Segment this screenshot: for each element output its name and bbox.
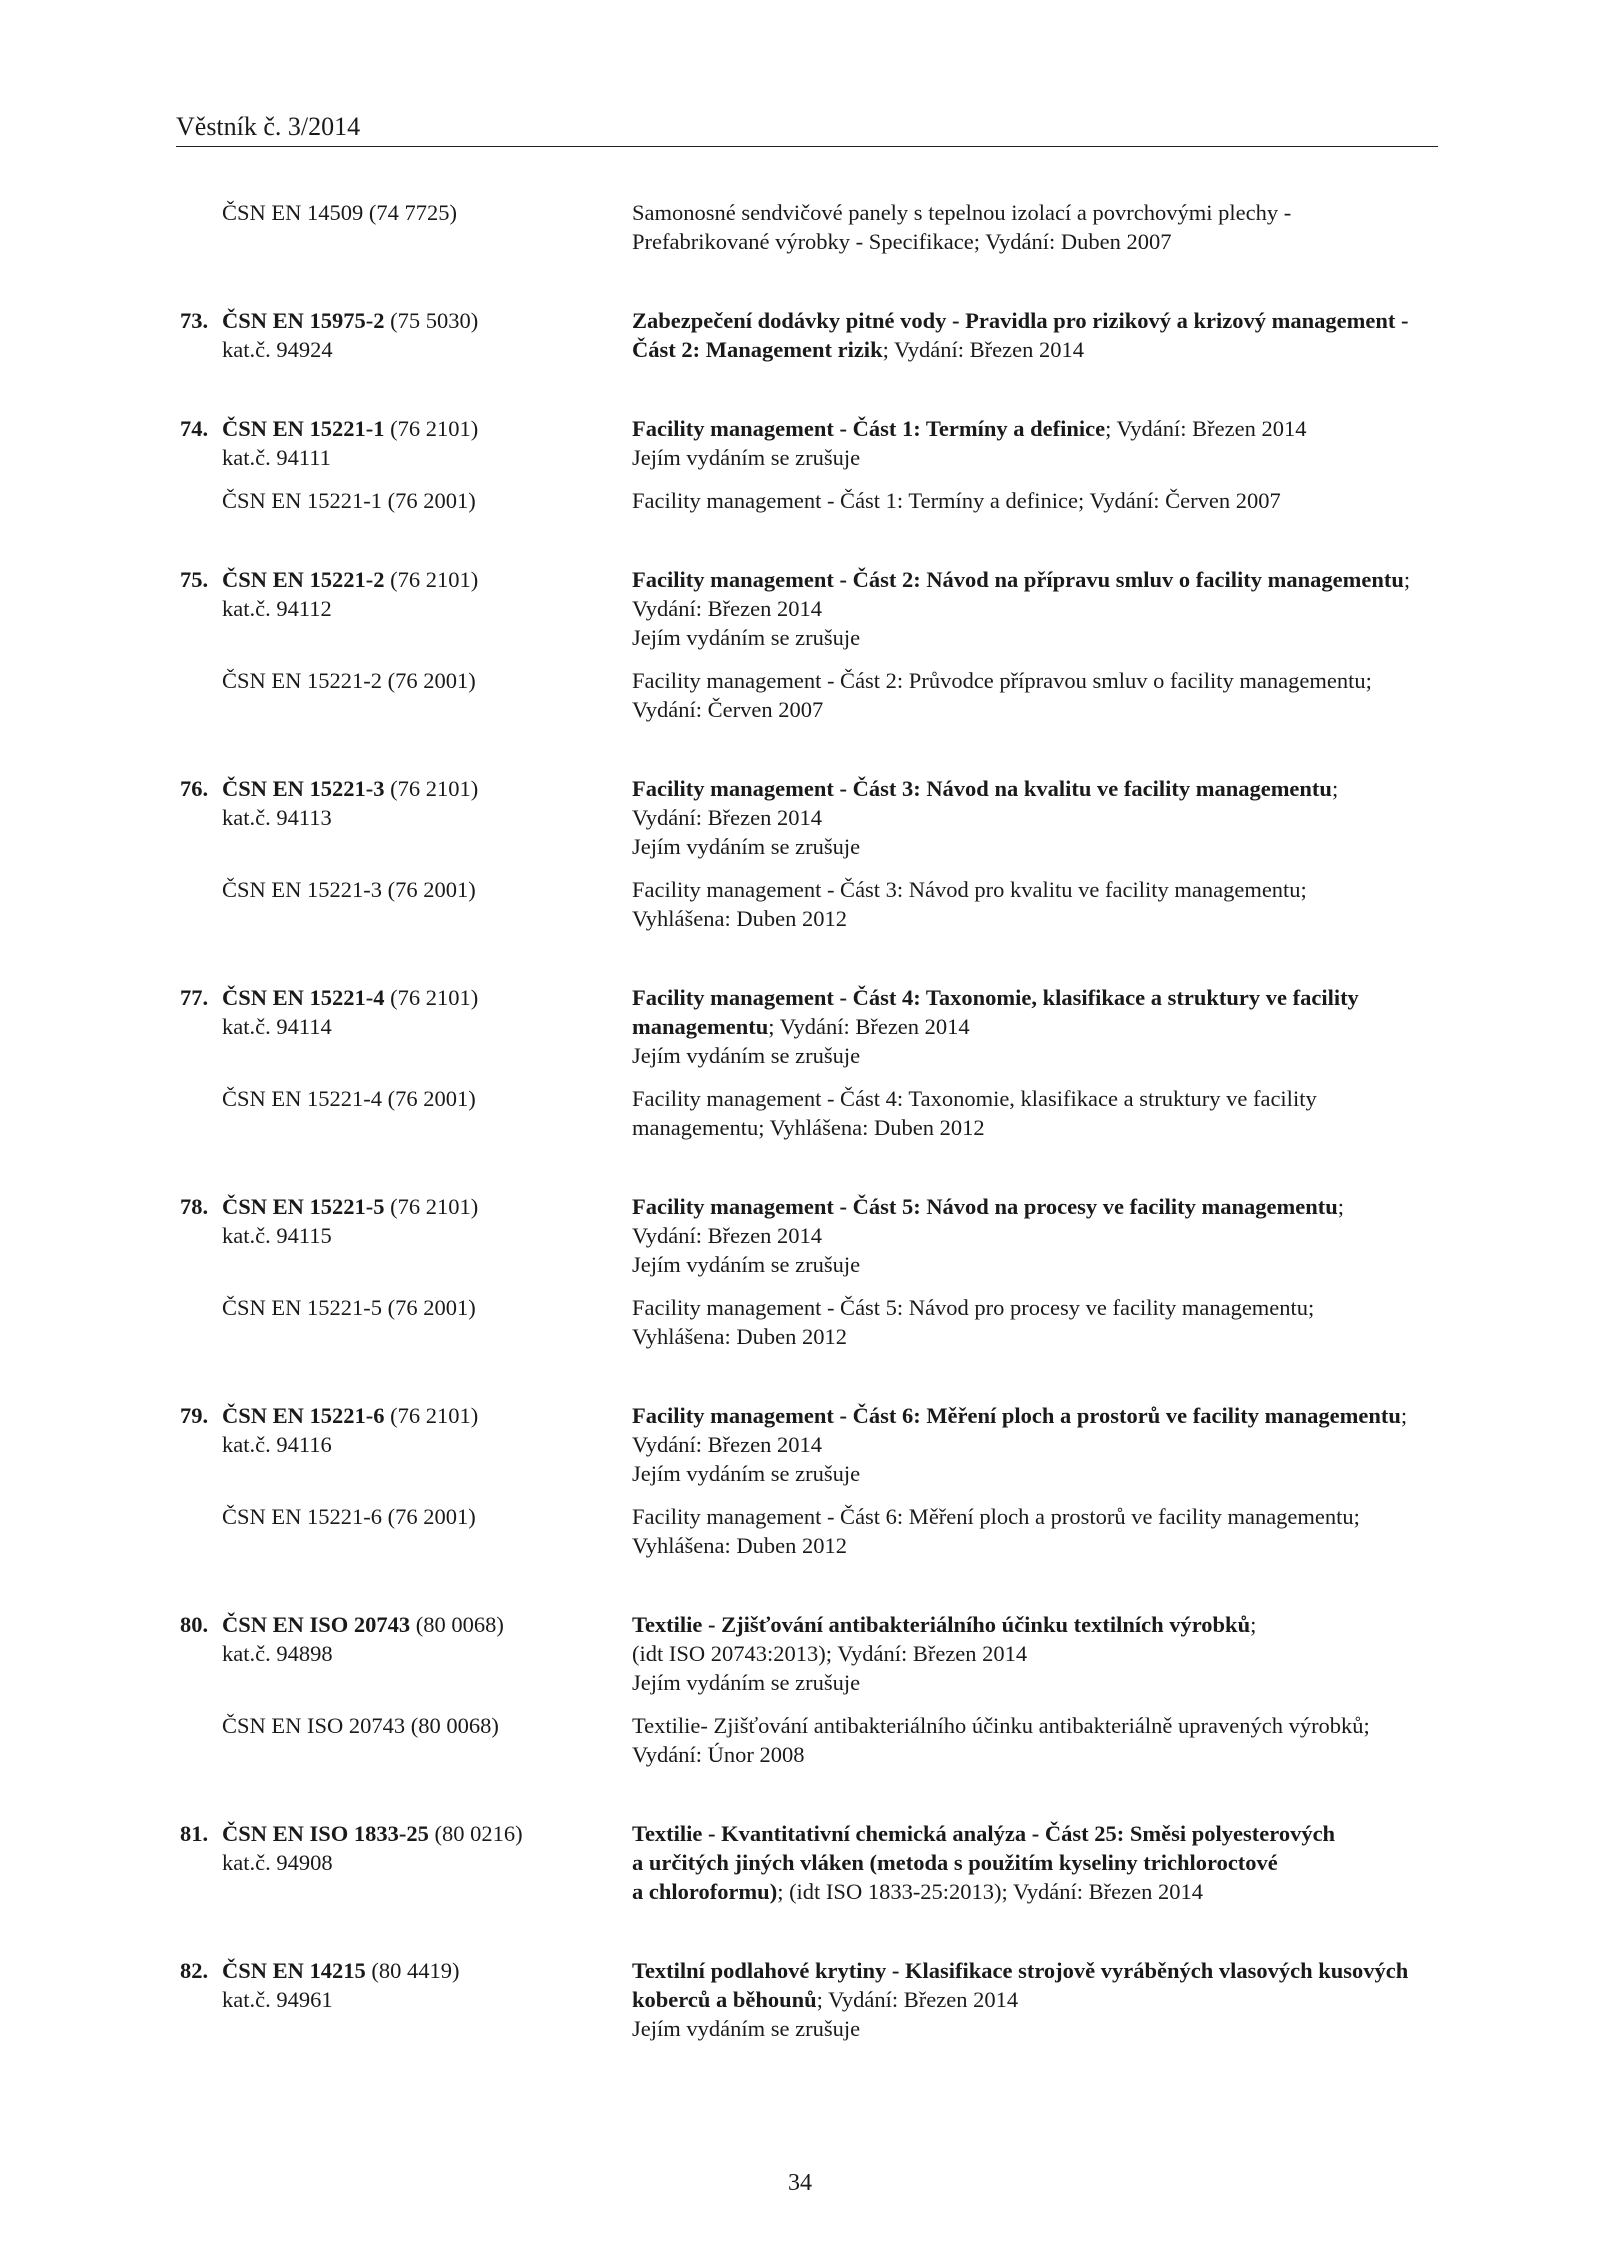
catalog-number: kat.č. 94111 bbox=[222, 445, 331, 470]
new-standard-row bbox=[0, 1401, 1600, 1488]
note-line: Jejím vydáním se zrušuje bbox=[632, 1461, 861, 1486]
catalog-number: kat.č. 94961 bbox=[222, 1987, 333, 2012]
catalog-number: kat.č. 94115 bbox=[222, 1223, 332, 1248]
new-standard-row bbox=[0, 1956, 1600, 2043]
title-line bbox=[632, 1012, 1482, 1041]
standard-class-number: (76 2101) bbox=[390, 416, 479, 441]
standard-code-line bbox=[180, 414, 632, 443]
standard-code-cell bbox=[0, 414, 632, 472]
new-standard-row bbox=[0, 983, 1600, 1070]
standard-code-cell bbox=[0, 983, 632, 1041]
title-line bbox=[632, 1877, 1482, 1906]
standard-class-number: (76 2101) bbox=[390, 776, 479, 801]
title-line bbox=[632, 1956, 1482, 1985]
description-line: Facility management - Část 2: Průvodce přípravou smluv o facility managementu; bbox=[632, 668, 1372, 693]
standard-entry bbox=[0, 774, 1600, 933]
standard-title-cell bbox=[632, 1610, 1482, 1697]
description-line: Facility management - Část 3: Návod pro kvalitu ve facility managementu; bbox=[632, 877, 1307, 902]
title-line bbox=[632, 335, 1482, 364]
standard-class-number: (75 5030) bbox=[390, 308, 479, 333]
entry-number: 74. bbox=[180, 416, 209, 441]
standard-title: Facility management - Část 1: Termíny a definice bbox=[632, 416, 1106, 441]
page-number: 34 bbox=[788, 2170, 812, 2196]
standard-code: ČSN EN ISO 1833-25 bbox=[222, 1821, 429, 1846]
issue-info: ; (idt ISO 1833-25:2013); Vydání: Březen 2014 bbox=[777, 1879, 1203, 1904]
issue-info: ; bbox=[1403, 567, 1411, 592]
entry-number: 79. bbox=[180, 1403, 209, 1428]
standard-code: ČSN EN 15975-2 bbox=[222, 308, 385, 333]
standard-code-cell bbox=[0, 1956, 632, 2014]
replaced-standard-description bbox=[632, 1293, 1482, 1351]
standard-entry bbox=[0, 565, 1600, 724]
note-line: Vydání: Březen 2014 bbox=[632, 1223, 822, 1248]
note-line: Vydání: Březen 2014 bbox=[632, 805, 822, 830]
title-line bbox=[632, 1848, 1482, 1877]
description-line: Vydání: Únor 2008 bbox=[632, 1742, 805, 1767]
replaced-standard-row bbox=[0, 1502, 1600, 1560]
replaced-standard-code: ČSN EN 14509 (74 7725) bbox=[222, 200, 457, 225]
standard-title: Facility management - Část 5: Návod na procesy ve facility managementu bbox=[632, 1194, 1338, 1219]
replaced-standard-code: ČSN EN 15221-5 (76 2001) bbox=[222, 1295, 476, 1320]
replaced-standard-description bbox=[632, 1502, 1482, 1560]
note-line: (idt ISO 20743:2013); Vydání: Březen 2014 bbox=[632, 1641, 1028, 1666]
issue-info: ; bbox=[1400, 1403, 1408, 1428]
standard-class-number: (80 4419) bbox=[371, 1958, 460, 1983]
description-line: Vydání: Červen 2007 bbox=[632, 697, 824, 722]
replaced-standard-description bbox=[632, 1084, 1482, 1142]
replaced-standard-description bbox=[632, 666, 1482, 724]
standard-entry bbox=[0, 1819, 1600, 1906]
note-line: Jejím vydáním se zrušuje bbox=[632, 1252, 861, 1277]
title-line bbox=[632, 983, 1482, 1012]
standard-entry bbox=[0, 198, 1600, 256]
issue-info: ; Vydání: Březen 2014 bbox=[816, 1987, 1019, 2012]
standard-entry bbox=[0, 414, 1600, 515]
replaced-standard-row bbox=[0, 198, 1600, 256]
entry-number: 82. bbox=[180, 1958, 209, 1983]
standard-code-cell bbox=[0, 774, 632, 832]
entry-number: 77. bbox=[180, 985, 209, 1010]
description-line: Facility management - Část 6: Měření ploch a prostorů ve facility managementu; bbox=[632, 1504, 1360, 1529]
standard-class-number: (80 0216) bbox=[434, 1821, 523, 1846]
replaced-standard-row bbox=[0, 486, 1600, 515]
replaced-standard-row bbox=[0, 1293, 1600, 1351]
standard-title: Facility management - Část 4: Taxonomie, klasifikace a struktury ve facility bbox=[632, 985, 1359, 1010]
catalog-number: kat.č. 94114 bbox=[222, 1014, 332, 1039]
standard-code-cell bbox=[0, 1610, 632, 1668]
standard-code-line bbox=[180, 1192, 632, 1221]
standard-class-number: (80 0068) bbox=[415, 1612, 504, 1637]
description-line: Facility management - Část 4: Taxonomie, klasifikace a struktury ve facility bbox=[632, 1086, 1317, 1111]
replaced-standard-description bbox=[632, 1711, 1482, 1769]
standard-entry bbox=[0, 1956, 1600, 2043]
catalog-number: kat.č. 94116 bbox=[222, 1432, 332, 1457]
entry-number: 78. bbox=[180, 1194, 209, 1219]
standard-code-cell bbox=[0, 306, 632, 364]
standard-title: Textilie - Zjišťování antibakteriálního účinku textilních výrobků bbox=[632, 1612, 1251, 1637]
new-standard-row bbox=[0, 414, 1600, 472]
note-line: Vydání: Březen 2014 bbox=[632, 596, 822, 621]
replaced-standard-description bbox=[632, 875, 1482, 933]
note-line: Jejím vydáním se zrušuje bbox=[632, 1043, 861, 1068]
standard-code: ČSN EN 15221-2 bbox=[222, 567, 385, 592]
description-line: Textilie- Zjišťování antibakteriálního účinku antibakteriálně upravených výrobků; bbox=[632, 1713, 1370, 1738]
standard-entry bbox=[0, 1401, 1600, 1560]
replaced-standard-code: ČSN EN 15221-6 (76 2001) bbox=[222, 1504, 476, 1529]
standard-class-number: (76 2101) bbox=[390, 1194, 479, 1219]
title-line bbox=[632, 774, 1482, 803]
standard-title: a chloroformu) bbox=[632, 1879, 778, 1904]
description-line: Facility management - Část 5: Návod pro procesy ve facility managementu; bbox=[632, 1295, 1315, 1320]
title-line bbox=[632, 1401, 1482, 1430]
standard-title: Textilie - Kvantitativní chemická analýza - Část 25: Směsi polyesterových bbox=[632, 1821, 1336, 1846]
standard-title-cell bbox=[632, 1401, 1482, 1488]
new-standard-row bbox=[0, 565, 1600, 652]
note-line: Jejím vydáním se zrušuje bbox=[632, 2016, 861, 2041]
title-line bbox=[632, 1192, 1482, 1221]
standard-entry bbox=[0, 306, 1600, 364]
standard-code-line bbox=[180, 1819, 632, 1848]
standards-list bbox=[0, 198, 1600, 2093]
title-line bbox=[632, 1819, 1482, 1848]
standard-title-cell bbox=[632, 414, 1482, 472]
standard-code-line bbox=[180, 1610, 632, 1639]
note-line: Vydání: Březen 2014 bbox=[632, 1432, 822, 1457]
standard-title: Textilní podlahové krytiny - Klasifikace strojově vyráběných vlasových kusových bbox=[632, 1958, 1409, 1983]
entry-number: 81. bbox=[180, 1821, 209, 1846]
issue-info: ; Vydání: Březen 2014 bbox=[1105, 416, 1307, 441]
standard-code-line bbox=[180, 983, 632, 1012]
standard-code-cell bbox=[0, 1401, 632, 1459]
standard-title-cell bbox=[632, 1192, 1482, 1279]
replaced-standard-code: ČSN EN 15221-2 (76 2001) bbox=[222, 668, 476, 693]
new-standard-row bbox=[0, 306, 1600, 364]
page-header bbox=[176, 112, 1438, 147]
new-standard-row bbox=[0, 1192, 1600, 1279]
replaced-standard-code: ČSN EN ISO 20743 (80 0068) bbox=[222, 1713, 499, 1738]
issue-info: ; bbox=[1337, 1194, 1345, 1219]
description-line: Vyhlášena: Duben 2012 bbox=[632, 906, 847, 931]
standard-code-cell bbox=[0, 1192, 632, 1250]
standard-title: Zabezpečení dodávky pitné vody - Pravidla pro rizikový a krizový management - bbox=[632, 308, 1409, 333]
standard-code: ČSN EN 15221-4 bbox=[222, 985, 385, 1010]
standard-code: ČSN EN 15221-3 bbox=[222, 776, 385, 801]
description-line: Vyhlášena: Duben 2012 bbox=[632, 1533, 847, 1558]
replaced-standard-row bbox=[0, 875, 1600, 933]
title-line bbox=[632, 1985, 1482, 2014]
standard-code-line bbox=[180, 1401, 632, 1430]
standard-class-number: (76 2101) bbox=[390, 1403, 479, 1428]
catalog-number: kat.č. 94898 bbox=[222, 1641, 333, 1666]
catalog-number: kat.č. 94112 bbox=[222, 596, 332, 621]
replaced-standard-code: ČSN EN 15221-4 (76 2001) bbox=[222, 1086, 476, 1111]
note-line: Jejím vydáním se zrušuje bbox=[632, 1670, 861, 1695]
note-line: Jejím vydáním se zrušuje bbox=[632, 625, 861, 650]
entry-number: 80. bbox=[180, 1612, 209, 1637]
replaced-standard-code: ČSN EN 15221-1 (76 2001) bbox=[222, 488, 476, 513]
issue-info: ; Vydání: Březen 2014 bbox=[882, 337, 1085, 362]
standard-title-cell bbox=[632, 565, 1482, 652]
standard-code: ČSN EN 15221-6 bbox=[222, 1403, 385, 1428]
replaced-standard-code: ČSN EN 15221-3 (76 2001) bbox=[222, 877, 476, 902]
standard-title-cell bbox=[632, 983, 1482, 1070]
standard-entry bbox=[0, 1610, 1600, 1769]
standard-code-line bbox=[180, 306, 632, 335]
replaced-standard-description bbox=[632, 198, 1482, 256]
note-line: Jejím vydáním se zrušuje bbox=[632, 834, 861, 859]
catalog-number: kat.č. 94113 bbox=[222, 805, 332, 830]
standard-code: ČSN EN 15221-5 bbox=[222, 1194, 385, 1219]
standard-title: managementu bbox=[632, 1014, 769, 1039]
standard-title: Facility management - Část 6: Měření ploch a prostorů ve facility managementu bbox=[632, 1403, 1401, 1428]
standard-code-line bbox=[180, 565, 632, 594]
description-line: Prefabrikované výrobky - Specifikace; Vydání: Duben 2007 bbox=[632, 229, 1172, 254]
description-line: managementu; Vyhlášena: Duben 2012 bbox=[632, 1115, 985, 1140]
standard-class-number: (76 2101) bbox=[390, 567, 479, 592]
standard-code-line bbox=[180, 774, 632, 803]
journal-title: Věstník č. 3/2014 bbox=[176, 112, 361, 141]
standard-title-cell bbox=[632, 1819, 1482, 1906]
catalog-number: kat.č. 94908 bbox=[222, 1850, 333, 1875]
description-line: Vyhlášena: Duben 2012 bbox=[632, 1324, 847, 1349]
standard-title: Část 2: Management rizik bbox=[632, 337, 883, 362]
issue-info: ; bbox=[1331, 776, 1339, 801]
standard-code: ČSN EN ISO 20743 bbox=[222, 1612, 411, 1637]
standard-code-cell bbox=[0, 565, 632, 623]
standard-title-cell bbox=[632, 1956, 1482, 2043]
standard-title: koberců a běhounů bbox=[632, 1987, 817, 2012]
note-line: Jejím vydáním se zrušuje bbox=[632, 445, 861, 470]
title-line bbox=[632, 306, 1482, 335]
replaced-standard-row bbox=[0, 666, 1600, 724]
new-standard-row bbox=[0, 1819, 1600, 1906]
standard-code: ČSN EN 15221-1 bbox=[222, 416, 385, 441]
catalog-number: kat.č. 94924 bbox=[222, 337, 333, 362]
standard-code-line bbox=[180, 1956, 632, 1985]
new-standard-row bbox=[0, 774, 1600, 861]
standard-title: a určitých jiných vláken (metoda s použitím kyseliny trichloroctové bbox=[632, 1850, 1278, 1875]
replaced-standard-description bbox=[632, 486, 1482, 515]
standard-title: Facility management - Část 3: Návod na kvalitu ve facility managementu bbox=[632, 776, 1332, 801]
standard-code: ČSN EN 14215 bbox=[222, 1958, 366, 1983]
issue-info: ; bbox=[1250, 1612, 1257, 1637]
entry-number: 75. bbox=[180, 567, 209, 592]
replaced-standard-row bbox=[0, 1711, 1600, 1769]
standard-code-cell bbox=[0, 1819, 632, 1877]
description-line: Samonosné sendvičové panely s tepelnou izolací a povrchovými plechy - bbox=[632, 200, 1292, 225]
entry-number: 76. bbox=[180, 776, 209, 801]
standard-entry bbox=[0, 1192, 1600, 1351]
description-line: Facility management - Část 1: Termíny a definice; Vydání: Červen 2007 bbox=[632, 488, 1281, 513]
standard-class-number: (76 2101) bbox=[390, 985, 479, 1010]
entry-number: 73. bbox=[180, 308, 209, 333]
title-line bbox=[632, 565, 1482, 594]
title-line bbox=[632, 414, 1482, 443]
standard-title: Facility management - Část 2: Návod na přípravu smluv o facility managementu bbox=[632, 567, 1404, 592]
replaced-standard-row bbox=[0, 1084, 1600, 1142]
standard-title-cell bbox=[632, 306, 1482, 364]
issue-info: ; Vydání: Březen 2014 bbox=[768, 1014, 970, 1039]
new-standard-row bbox=[0, 1610, 1600, 1697]
title-line bbox=[632, 1610, 1482, 1639]
standard-entry bbox=[0, 983, 1600, 1142]
standard-title-cell bbox=[632, 774, 1482, 861]
